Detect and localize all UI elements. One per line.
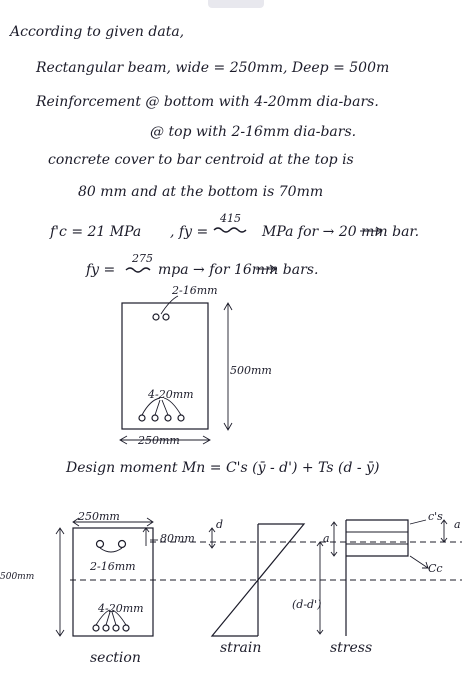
top-bar-circle (153, 314, 159, 320)
depth-dimension-line (224, 303, 232, 430)
bottom-bar-circle (152, 415, 158, 421)
stress-caption: stress (330, 640, 373, 656)
reinforcement-top-line: @ top with 2-16mm dia-bars. (150, 124, 357, 140)
detail-width-dimension (73, 518, 153, 526)
width-dimension-line (120, 436, 210, 444)
section-caption: section (90, 650, 141, 666)
bottom-bars-label: 4-20mm (148, 388, 194, 401)
cc-arrow (410, 556, 428, 568)
detail-top-bar (97, 541, 104, 548)
detail-depth-dimension (56, 528, 64, 636)
bottom-bar-circle (178, 415, 184, 421)
design-moment-equation: Design moment Mn = C's (ȳ - d') + Ts (d - ȳ) (66, 460, 380, 476)
cover-line-1: concrete cover to bar centroid at the top is (48, 152, 354, 168)
detail-depth-label: 500mm (0, 572, 35, 582)
detail-leaders (96, 610, 126, 625)
detail-cover-dimension (143, 528, 149, 546)
detail-leader (100, 548, 122, 552)
beam-dimensions-line: Rectangular beam, wide = 250mm, Deep = 500m (36, 60, 390, 76)
cover-line-2: 80 mm and at the bottom is 70mm (78, 184, 324, 200)
detail-top-bars-label: 2-16mm (90, 560, 136, 573)
d-dimension (209, 528, 215, 548)
a-dimension (331, 522, 337, 556)
arrow-icon (256, 265, 276, 273)
fy2-value: 275 (132, 252, 153, 265)
strain-caption: strain (220, 640, 262, 656)
stress-small-a-label: a (454, 518, 461, 531)
detail-bottom-bars-label: 4-20mm (98, 602, 144, 615)
detail-top-bar (119, 541, 126, 548)
detail-bottom-bar (93, 625, 99, 631)
leader-lines (142, 398, 181, 415)
cs-pointer (410, 520, 426, 524)
detail-beam-rectangle (73, 528, 153, 636)
detail-d-label: d (216, 518, 224, 531)
crossed-out-scribble (214, 228, 246, 232)
top-bar-circle (163, 314, 169, 320)
fy2-text: fy = (86, 262, 116, 278)
cs-label: c's (428, 510, 443, 523)
detail-width-label: 250mm (78, 510, 120, 523)
detail-bottom-bar (123, 625, 129, 631)
width-label: 250mm (138, 434, 180, 447)
crossed-out-scribble (126, 268, 150, 272)
stress-block (346, 520, 408, 556)
detail-cover-label: 80mm (160, 532, 195, 545)
leader-line (161, 296, 178, 314)
cc-label: Cc (428, 562, 443, 575)
beam-rectangle (122, 303, 208, 429)
top-bars-label: 2-16mm (172, 284, 218, 297)
arrow-icon (360, 227, 382, 235)
bottom-bar-circle (139, 415, 145, 421)
d-minus-d-dimension (317, 542, 323, 634)
fy-value: 415 (220, 212, 241, 225)
fy-text: , fy = (170, 224, 209, 240)
small-a-dimension (441, 520, 447, 542)
fy2-rest-text: mpa → for 16mm bars. (158, 262, 319, 278)
detail-bottom-bar (103, 625, 109, 631)
depth-label: 500mm (230, 364, 272, 377)
bottom-bar-circle (165, 415, 171, 421)
reinforcement-bottom-line: Reinforcement @ bottom with 4-20mm dia-bars. (36, 94, 379, 110)
fy-rest-text: MPa for → 20 mm bar. (262, 224, 420, 240)
fc-text: f'c = 21 MPa (50, 224, 142, 240)
detail-bottom-bar (113, 625, 119, 631)
d-minus-d-label: (d-d') (292, 598, 322, 611)
intro-line: According to given data, (10, 24, 185, 40)
stress-a-label: a (323, 532, 330, 545)
